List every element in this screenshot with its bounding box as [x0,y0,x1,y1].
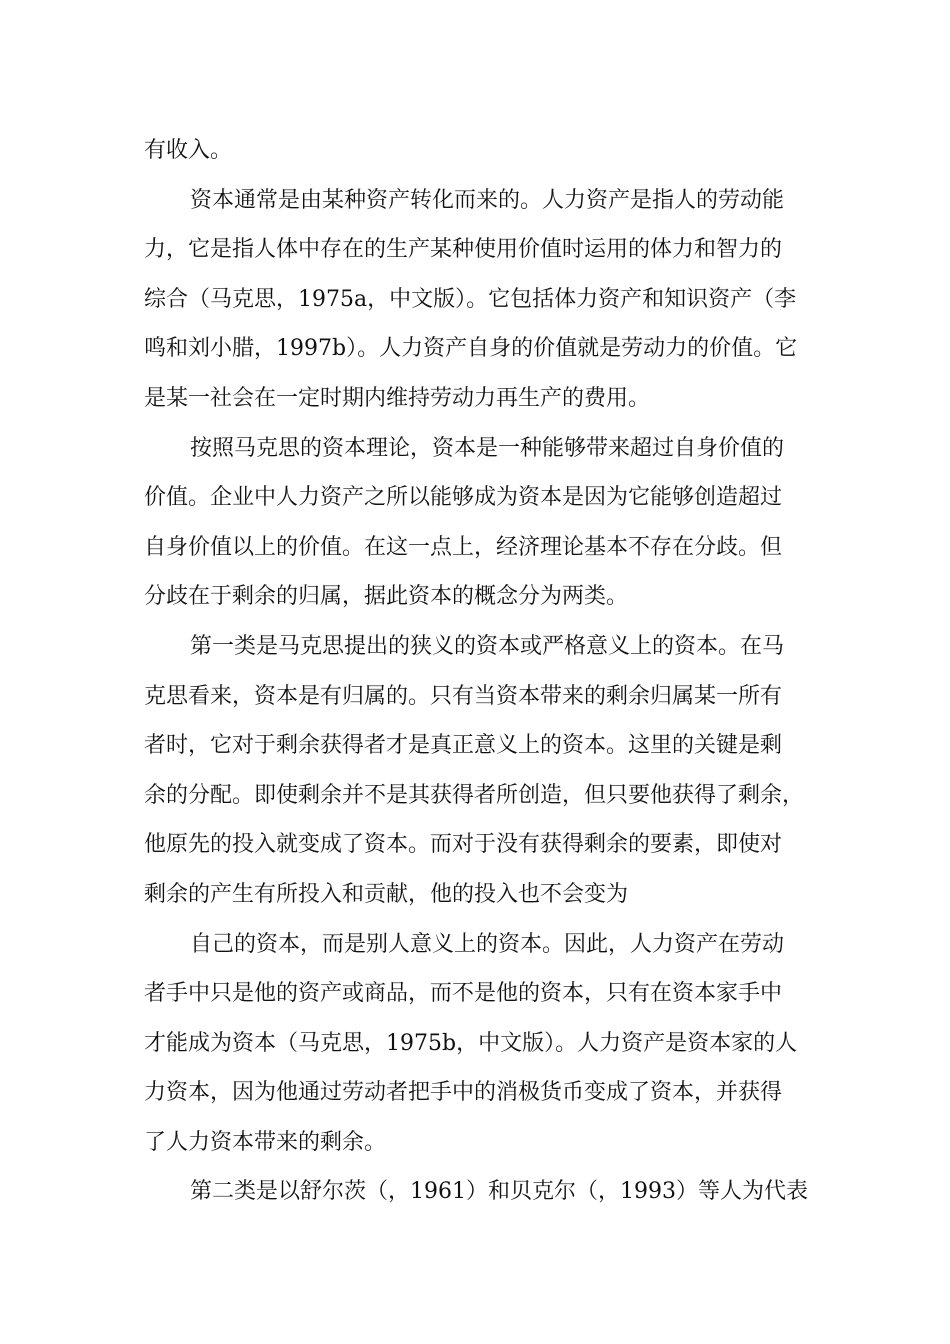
text-line: 综合（马克思，1975a，中文版）。它包括体力资产和知识资产（李 [144,286,797,312]
text-line: 克思看来，资本是有归属的。只有当资本带来的剩余归属某一所有 [144,683,783,709]
text-line: 剩余的产生有所投入和贡献，他的投入也不会变为 [144,881,629,907]
text-line: 者时，它对于剩余获得者才是真正意义上的资本。这里的关键是剩 [144,733,783,759]
text-line: 鸣和刘小腊，1997b）。人力资产自身的价值就是劳动力的价值。它 [144,336,798,362]
text-line: 才能成为资本（马克思，1975b，中文版）。人力资产是资本家的人 [144,1030,798,1056]
text-line: 分歧在于剩余的归属，据此资本的概念分为两类。 [144,584,629,610]
text-line: 力资本，因为他通过劳动者把手中的消极货币变成了资本，并获得 [144,1080,783,1106]
body-text [144,126,834,1217]
text-line: 自己的资本，而是别人意义上的资本。因此，人力资产在劳动 [190,931,785,957]
text-line: 第二类是以舒尔茨（，1961）和贝克尔（，1993）等人为代表 [190,1179,808,1205]
text-line: 者手中只是他的资产或商品，而不是他的资本，只有在资本家手中 [144,981,783,1007]
text-line: 资本通常是由某种资产转化而来的。人力资产是指人的劳动能 [190,187,785,213]
text-line: 了人力资本带来的剩余。 [144,1129,387,1155]
text-line: 力，它是指人体中存在的生产某种使用价值时运用的体力和智力的 [144,237,783,263]
text-line: 自身价值以上的价值。在这一点上，经济理论基本不存在分歧。但 [144,534,783,560]
text-line: 有收入。 [144,138,233,163]
text-line: 是某一社会在一定时期内维持劳动力再生产的费用。 [144,385,651,411]
text-line: 余的分配。即使剩余并不是其获得者所创造，但只要他获得了剩余， [144,782,805,808]
text-line: 他原先的投入就变成了资本。而对于没有获得剩余的要素，即使对 [144,832,783,858]
text-line: 按照马克思的资本理论，资本是一种能够带来超过自身价值的 [190,435,785,461]
text-line: 价值。企业中人力资产之所以能够成为资本是因为它能够创造超过 [144,485,783,511]
text-line: 第一类是马克思提出的狭义的资本或严格意义上的资本。在马 [190,633,785,659]
